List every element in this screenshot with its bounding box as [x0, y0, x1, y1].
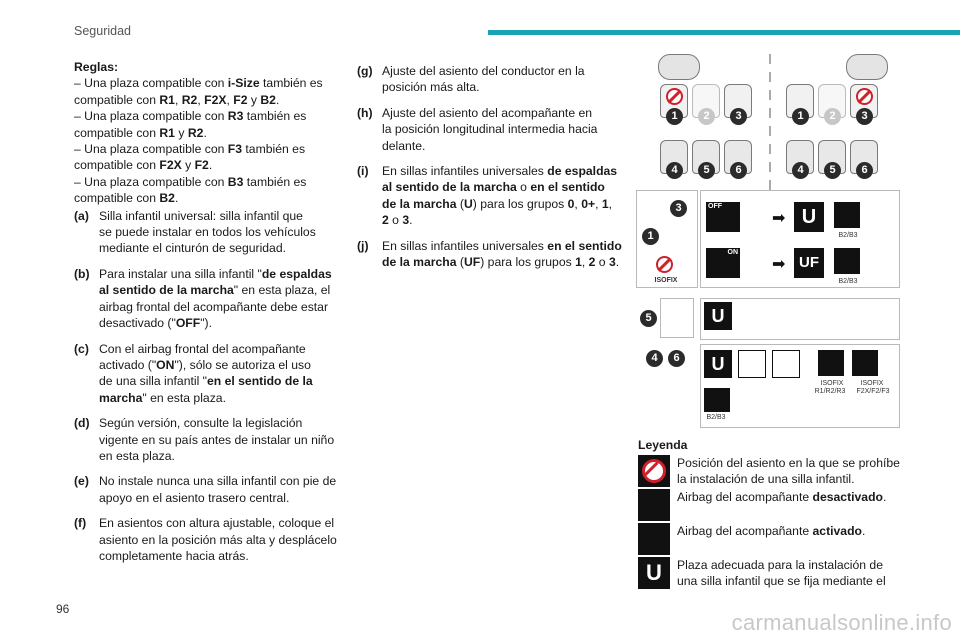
- text-segment: posición más alta.: [382, 80, 480, 95]
- text-segment: y: [181, 158, 195, 173]
- left-items: [74, 208, 344, 565]
- text-segment: al sentido de la marcha: [99, 283, 234, 298]
- item-label: (i): [357, 164, 369, 179]
- airbag-off-icon: [638, 489, 670, 521]
- text-segment: .: [208, 158, 213, 173]
- text-line: [99, 282, 344, 298]
- text-segment: En sillas infantiles universales: [382, 238, 548, 253]
- text-segment: (: [456, 255, 464, 270]
- divider: [769, 108, 771, 118]
- text-segment: ,: [226, 92, 234, 107]
- prohibited-icon: [638, 455, 670, 487]
- isofix-f-label: ISOFIX: [860, 380, 884, 387]
- text-segment: – Una plaza compatible con: [74, 142, 228, 157]
- text-segment: desactivado: [812, 490, 883, 504]
- text-segment: B2: [159, 191, 175, 206]
- text-segment: completamente hacia atrás.: [99, 548, 249, 563]
- item-text: [99, 266, 344, 332]
- item-text: [99, 208, 344, 257]
- text-line: [99, 208, 344, 224]
- text-segment: compatible con: [74, 158, 160, 173]
- text-line: [382, 179, 627, 195]
- isofix-f-sub: F2X/F2/F3: [856, 388, 890, 395]
- text-segment: o: [388, 213, 403, 228]
- text-segment: Para instalar una silla infantil ": [99, 266, 262, 281]
- child-seat-icon: [738, 350, 766, 378]
- airbag-on-icon: ON: [706, 248, 740, 278]
- text-segment: Con el airbag frontal del acompañante: [99, 341, 306, 356]
- text-segment: .: [203, 125, 207, 140]
- airbag-on-icon: [638, 523, 670, 555]
- text-segment: .: [615, 255, 620, 270]
- legend-row-airbag-off: [638, 489, 908, 521]
- text-line: [99, 315, 344, 331]
- divider: [769, 144, 771, 154]
- seat-number-badge: 5: [640, 310, 657, 327]
- b2b3-label: B2/B3: [706, 414, 726, 421]
- text-line: [382, 163, 627, 179]
- isofix-forward-facing-icon: [852, 350, 878, 376]
- text-line: [382, 79, 627, 95]
- prohibited-icon: [666, 88, 683, 105]
- text-segment: de espaldas: [547, 164, 618, 179]
- text-line: [382, 212, 627, 228]
- isofix-r-label: ISOFIX: [820, 380, 844, 387]
- text-segment: al sentido de la marcha: [382, 180, 517, 195]
- steering-seat-left: [658, 54, 700, 80]
- text-segment: Plaza adecuada para la instalación de: [677, 558, 883, 572]
- text-segment: marcha: [99, 390, 143, 405]
- text-segment: .: [409, 213, 413, 228]
- text-segment: ,: [581, 255, 589, 270]
- text-line: [74, 108, 344, 124]
- item-label: (h): [357, 105, 373, 120]
- text-segment: 2: [588, 255, 596, 270]
- text-line: [99, 532, 344, 548]
- seat-number-badge: 6: [730, 162, 747, 179]
- watermark: carmanualsonline.info: [731, 610, 952, 635]
- item-label: (a): [74, 208, 89, 223]
- text-segment: de una silla infantil ": [99, 374, 207, 389]
- text-segment: Ajuste del asiento del acompañante en: [382, 105, 593, 120]
- u-icon: U: [794, 202, 824, 232]
- text-segment: OFF: [175, 316, 201, 331]
- text-segment: R2: [187, 125, 204, 140]
- legend-text: [677, 455, 908, 487]
- seat-number-badge: 2: [698, 108, 715, 125]
- u-icon: U: [638, 557, 670, 589]
- text-line: [382, 138, 627, 154]
- text-line: [677, 523, 908, 539]
- text-segment: En asientos con altura ajustable, coloque el: [99, 516, 335, 531]
- isofix-rear-facing-icon: [818, 350, 844, 376]
- text-line: [677, 573, 908, 589]
- text-segment: compatible con: [74, 125, 160, 140]
- list-item: [74, 208, 344, 257]
- text-line: [677, 455, 908, 471]
- text-segment: 3: [608, 255, 616, 270]
- list-item: [74, 415, 344, 464]
- text-line: [74, 141, 344, 157]
- text-segment: ,: [174, 92, 182, 107]
- steering-seat-right: [846, 54, 888, 80]
- text-segment: B3: [227, 174, 244, 189]
- text-segment: UF: [463, 255, 481, 270]
- divider: [769, 126, 771, 136]
- item-text: [99, 341, 344, 407]
- divider: [769, 180, 771, 190]
- text-segment: R1: [159, 125, 175, 140]
- text-line: [382, 238, 627, 254]
- text-line: [99, 390, 344, 406]
- seat-number-badge: 5: [698, 162, 715, 179]
- seat-number-badge: 1: [666, 108, 683, 125]
- text-segment: o: [595, 255, 609, 270]
- text-segment: ,: [608, 196, 613, 211]
- text-segment: No instale nunca una silla infantil con pie de: [99, 474, 337, 489]
- seat-number-badge: 5: [824, 162, 841, 179]
- item-label: (f): [74, 516, 87, 531]
- text-line: [74, 75, 344, 91]
- legend-row-airbag-on: [638, 523, 908, 555]
- uf-icon: UF: [794, 248, 824, 278]
- text-segment: ,: [595, 196, 602, 211]
- divider: [769, 90, 771, 100]
- seat-number-badge: 6: [856, 162, 873, 179]
- b2b3-label: B2/B3: [838, 232, 858, 239]
- center-rear-seat-panel: [660, 298, 694, 338]
- item-text: [99, 515, 344, 564]
- text-segment: .: [174, 191, 179, 206]
- text-line: [99, 373, 344, 389]
- text-segment: .: [861, 524, 866, 538]
- text-segment: ON: [156, 357, 175, 372]
- text-segment: (: [456, 196, 464, 211]
- text-line: [677, 489, 908, 505]
- text-segment: ) para los grupos: [472, 196, 568, 211]
- text-line: [99, 432, 344, 448]
- text-segment: de la marcha: [382, 196, 457, 211]
- text-segment: o: [516, 180, 531, 195]
- text-line: [382, 63, 627, 79]
- text-segment: compatible con: [74, 191, 160, 206]
- text-segment: en el sentido: [530, 180, 605, 195]
- text-segment: R2: [181, 92, 198, 107]
- middle-column: [357, 63, 627, 279]
- text-segment: Posición del asiento en la que se prohíbe: [677, 456, 900, 470]
- text-line: [99, 473, 344, 489]
- text-segment: activado: [812, 524, 862, 538]
- list-item: [357, 63, 627, 96]
- text-segment: .: [275, 92, 280, 107]
- text-segment: en esta plaza.: [99, 448, 175, 463]
- child-seat-icon: [834, 202, 860, 228]
- text-segment: 3: [402, 213, 410, 228]
- text-line: [74, 157, 344, 173]
- isofix-anchor-icon: [772, 350, 800, 378]
- text-line: [677, 557, 908, 573]
- text-segment: – Una plaza compatible con: [74, 76, 228, 91]
- text-segment: en el sentido: [547, 238, 622, 253]
- item-label: (b): [74, 266, 90, 281]
- divider: [769, 72, 771, 82]
- text-segment: ,: [197, 92, 205, 107]
- seat-number-badge: 3: [856, 108, 873, 125]
- text-segment: F2X: [204, 92, 227, 107]
- text-segment: F2: [233, 92, 248, 107]
- text-line: [99, 548, 344, 564]
- rules-title: Reglas:: [74, 60, 119, 74]
- legend-text: [677, 557, 908, 589]
- seat-number-badge: 3: [670, 200, 687, 217]
- text-line: [382, 121, 627, 137]
- text-segment: 2: [382, 213, 389, 228]
- text-segment: 0+: [581, 196, 596, 211]
- list-item: [74, 515, 344, 564]
- text-line: [99, 224, 344, 240]
- item-text: [382, 238, 627, 271]
- seat-number-badge: 4: [646, 350, 663, 367]
- text-line: [74, 190, 344, 206]
- text-segment: R3: [227, 109, 244, 124]
- middle-items: [357, 63, 627, 270]
- prohibited-icon: [856, 88, 873, 105]
- text-line: [99, 515, 344, 531]
- item-text: [382, 163, 627, 229]
- seat-number-badge: 3: [730, 108, 747, 125]
- text-segment: se puede instalar en todos los vehículos: [99, 225, 316, 240]
- text-segment: .: [882, 490, 887, 504]
- list-item: [74, 266, 344, 332]
- header-accent-bar: [488, 30, 960, 35]
- text-line: [382, 254, 627, 270]
- legend-row-prohibited: [638, 455, 908, 487]
- text-segment: y: [174, 125, 188, 140]
- text-segment: Silla infantil universal: silla infantil que: [99, 208, 303, 223]
- text-segment: también es: [259, 76, 323, 91]
- list-item: [357, 238, 627, 271]
- text-segment: U: [463, 196, 473, 211]
- text-segment: F2X: [159, 158, 182, 173]
- text-segment: Airbag del acompañante: [677, 524, 813, 538]
- text-segment: una silla infantil que se fija mediante el: [677, 574, 886, 588]
- text-segment: – Una plaza compatible con: [74, 174, 228, 189]
- text-segment: Airbag del acompañante: [677, 490, 813, 504]
- text-segment: de la marcha: [382, 255, 457, 270]
- legend-text: [677, 523, 908, 539]
- text-segment: F2: [194, 158, 209, 173]
- item-label: (g): [357, 64, 373, 78]
- item-text: [99, 415, 344, 464]
- text-line: [382, 196, 627, 212]
- section-title: Seguridad: [74, 24, 131, 38]
- page-number: 96: [56, 602, 70, 616]
- text-segment: Ajuste del asiento del conductor en la: [382, 64, 585, 78]
- text-segment: delante.: [382, 138, 426, 153]
- text-segment: desactivado (": [99, 316, 176, 331]
- seat-number-badge: 1: [792, 108, 809, 125]
- seat-number-badge: 1: [642, 228, 659, 245]
- item-label: (c): [74, 341, 89, 356]
- list-item: [74, 341, 344, 407]
- text-segment: ) para los grupos: [480, 255, 576, 270]
- seat-number-badge: 4: [666, 162, 683, 179]
- seat-number-badge: 6: [668, 350, 685, 367]
- legend: [638, 437, 908, 591]
- text-line: [99, 240, 344, 256]
- text-segment: también es: [243, 174, 307, 189]
- text-line: [74, 174, 344, 190]
- text-line: [99, 490, 344, 506]
- text-segment: 0: [567, 196, 575, 211]
- text-line: [99, 341, 344, 357]
- text-line: [99, 357, 344, 373]
- text-segment: activado (": [99, 357, 157, 372]
- text-segment: vigente en su país antes de instalar un niño: [99, 432, 335, 447]
- divider: [769, 162, 771, 172]
- text-segment: la instalación de una silla infantil.: [677, 472, 855, 486]
- legend-row-universal: [638, 557, 908, 589]
- text-segment: En sillas infantiles universales: [382, 164, 548, 179]
- text-line: [382, 105, 627, 121]
- text-segment: asiento en la posición más alta y desplácelo: [99, 532, 337, 547]
- text-segment: en el sentido de la: [207, 374, 313, 389]
- child-seat-icon: [704, 388, 730, 412]
- text-segment: también es: [243, 109, 307, 124]
- item-label: (d): [74, 416, 90, 431]
- text-segment: de espaldas: [261, 266, 332, 281]
- child-seat-icon: [834, 248, 860, 274]
- list-item: [357, 105, 627, 154]
- text-line: [99, 299, 344, 315]
- u-icon: U: [704, 302, 732, 330]
- list-item: [357, 163, 627, 229]
- text-segment: " en esta plaza, el: [233, 283, 331, 298]
- text-line: [99, 266, 344, 282]
- arrow-right-icon: ➡: [772, 210, 786, 227]
- legend-text: [677, 489, 908, 505]
- text-segment: airbag frontal del acompañante debe estar: [99, 299, 329, 314]
- item-label: (j): [357, 238, 369, 253]
- text-segment: – Una plaza compatible con: [74, 109, 228, 124]
- isofix-r-sub: R1/R2/R3: [814, 388, 846, 395]
- isofix-label: ISOFIX: [654, 277, 678, 284]
- item-text: [382, 105, 627, 154]
- text-segment: 1: [601, 196, 609, 211]
- rules-list: [74, 75, 344, 206]
- text-segment: la posición longitudinal intermedia hacia: [382, 122, 598, 137]
- item-text: [99, 473, 344, 506]
- seat-number-badge: 4: [792, 162, 809, 179]
- legend-title: Leyenda: [638, 438, 688, 452]
- text-segment: "), sólo se autoriza el uso: [174, 357, 311, 372]
- text-segment: también es: [242, 142, 306, 157]
- seat-number-badge: 2: [824, 108, 841, 125]
- text-line: [677, 471, 908, 487]
- text-segment: " en esta plaza.: [142, 390, 226, 405]
- text-segment: i-Size: [227, 76, 260, 91]
- text-segment: y: [247, 92, 261, 107]
- text-segment: B2: [260, 92, 276, 107]
- item-label: (e): [74, 474, 89, 489]
- text-segment: compatible con: [74, 92, 160, 107]
- u-icon: U: [704, 350, 732, 378]
- list-item: [74, 473, 344, 506]
- text-segment: apoyo en el asiento trasero central.: [99, 490, 290, 505]
- text-segment: F3: [227, 142, 243, 157]
- seat-diagram: [636, 50, 898, 428]
- airbag-off-icon: OFF: [706, 202, 740, 232]
- text-segment: 1: [575, 255, 582, 270]
- text-segment: R1: [159, 92, 175, 107]
- text-line: [74, 125, 344, 141]
- left-column: [74, 59, 344, 573]
- text-segment: mediante el cinturón de seguridad.: [99, 241, 286, 256]
- text-line: [99, 415, 344, 431]
- arrow-right-icon: ➡: [772, 256, 786, 273]
- isofix-prohibited-icon: [656, 256, 673, 273]
- item-text: [382, 63, 627, 96]
- b2b3-label: B2/B3: [838, 278, 858, 285]
- divider: [769, 54, 771, 64]
- text-segment: ").: [200, 316, 212, 331]
- text-line: [99, 448, 344, 464]
- text-segment: ,: [574, 196, 582, 211]
- text-line: [74, 92, 344, 108]
- text-segment: Según versión, consulte la legislación: [99, 416, 303, 431]
